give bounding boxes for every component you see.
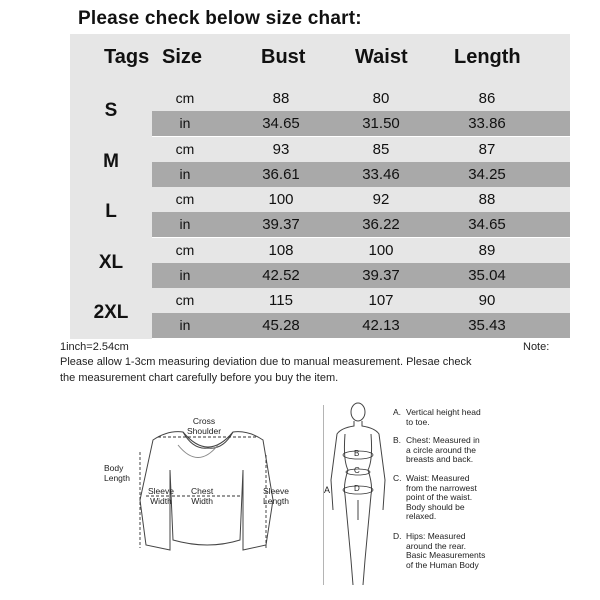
cell-unit: in — [179, 317, 191, 334]
cell-length: 86 — [478, 90, 496, 107]
cell-bust: 34.65 — [262, 115, 300, 132]
cell-waist: 92 — [372, 191, 390, 209]
body-label-b: B — [354, 449, 360, 458]
legend-key-d: D. — [393, 531, 402, 541]
header-bust: Bust — [261, 46, 306, 68]
body-length-label: Body Length — [104, 463, 130, 483]
cell-unit: cm — [175, 292, 195, 309]
body-label-a: A — [324, 485, 331, 495]
cell-length: 34.25 — [468, 165, 506, 183]
note-line-1: Please allow 1-3cm measuring deviation due to manual measurement. Plesae check — [60, 356, 472, 368]
sleeve-width-label: Sleeve Width — [148, 486, 174, 506]
table-header — [70, 34, 570, 86]
cell-waist: 42.13 — [362, 317, 400, 335]
measurement-diagram — [98, 400, 568, 590]
cell-unit: in — [179, 266, 191, 283]
cell-waist: 85 — [372, 140, 390, 158]
cell-length: 88 — [478, 191, 496, 209]
cell-waist: 33.46 — [362, 165, 400, 183]
cell-length: 34.65 — [468, 216, 506, 234]
cell-bust: 39.37 — [262, 216, 300, 234]
cell-waist: 80 — [372, 90, 390, 107]
cell-length: 35.04 — [468, 266, 506, 284]
note-line-2: the measurement chart carefully before you buy the item. — [60, 372, 339, 384]
legend-text-d: Hips: Measured around the rear. Basic Measurements of the Human Body — [406, 531, 486, 570]
legend-text-b: Chest: Measured in a circle around the breasts and back. — [406, 435, 480, 464]
cell-bust: 36.61 — [262, 165, 300, 183]
header-size: Size — [162, 46, 203, 68]
cell-unit: cm — [175, 241, 195, 258]
conversion-note: 1inch=2.54cm — [60, 341, 129, 353]
cell-bust: 115 — [269, 292, 293, 310]
cell-length: 89 — [478, 241, 496, 259]
body-figure — [323, 400, 393, 590]
size-tag: XL — [98, 251, 124, 273]
cell-waist: 36.22 — [362, 216, 400, 234]
cell-length: 35.43 — [468, 317, 506, 335]
cell-unit: in — [179, 165, 191, 182]
note-label: Note: — [523, 341, 550, 353]
cell-unit: cm — [175, 90, 195, 106]
cell-bust: 93 — [272, 140, 290, 158]
cell-bust: 45.28 — [262, 317, 300, 335]
legend-text-c: Waist: Measured from the narrowest point of the waist. Body should be relaxed. — [406, 473, 477, 521]
cell-unit: in — [179, 115, 191, 131]
size-tag: 2XL — [93, 302, 129, 324]
legend-key-c: C. — [393, 473, 402, 483]
cell-length: 87 — [478, 140, 496, 158]
cell-waist: 107 — [368, 292, 394, 310]
legend-key-b: B. — [393, 435, 402, 445]
cell-waist: 100 — [368, 241, 394, 259]
header-tags: Tags — [104, 46, 150, 68]
cell-bust: 88 — [272, 90, 290, 107]
header-length: Length — [454, 46, 521, 68]
cell-length: 90 — [478, 292, 496, 310]
sleeve-length-label: Sleeve Length — [263, 486, 289, 506]
legend-key-a: A. — [393, 407, 402, 417]
cell-unit: cm — [175, 140, 195, 157]
size-tag: S — [104, 100, 118, 121]
cell-bust: 100 — [268, 191, 294, 209]
size-tag: M — [103, 150, 119, 172]
cell-unit: in — [179, 216, 191, 233]
body-label-c: C — [354, 466, 360, 475]
cell-waist: 39.37 — [362, 266, 400, 284]
size-tag: L — [105, 201, 117, 223]
body-label-d: D — [354, 484, 360, 493]
page-title: Please check below size chart: — [78, 8, 362, 29]
cell-waist: 31.50 — [362, 115, 400, 132]
header-waist: Waist — [355, 46, 408, 68]
size-chart-table — [70, 34, 570, 339]
cross-shoulder-label: Cross Shoulder — [187, 416, 222, 436]
cell-bust: 108 — [268, 241, 294, 259]
chest-width-label: Chest Width — [191, 486, 214, 506]
cell-length: 33.86 — [468, 115, 506, 132]
legend-text-a: Vertical height head to toe. — [406, 407, 481, 427]
cell-unit: cm — [175, 191, 195, 208]
cell-bust: 42.52 — [262, 266, 300, 284]
